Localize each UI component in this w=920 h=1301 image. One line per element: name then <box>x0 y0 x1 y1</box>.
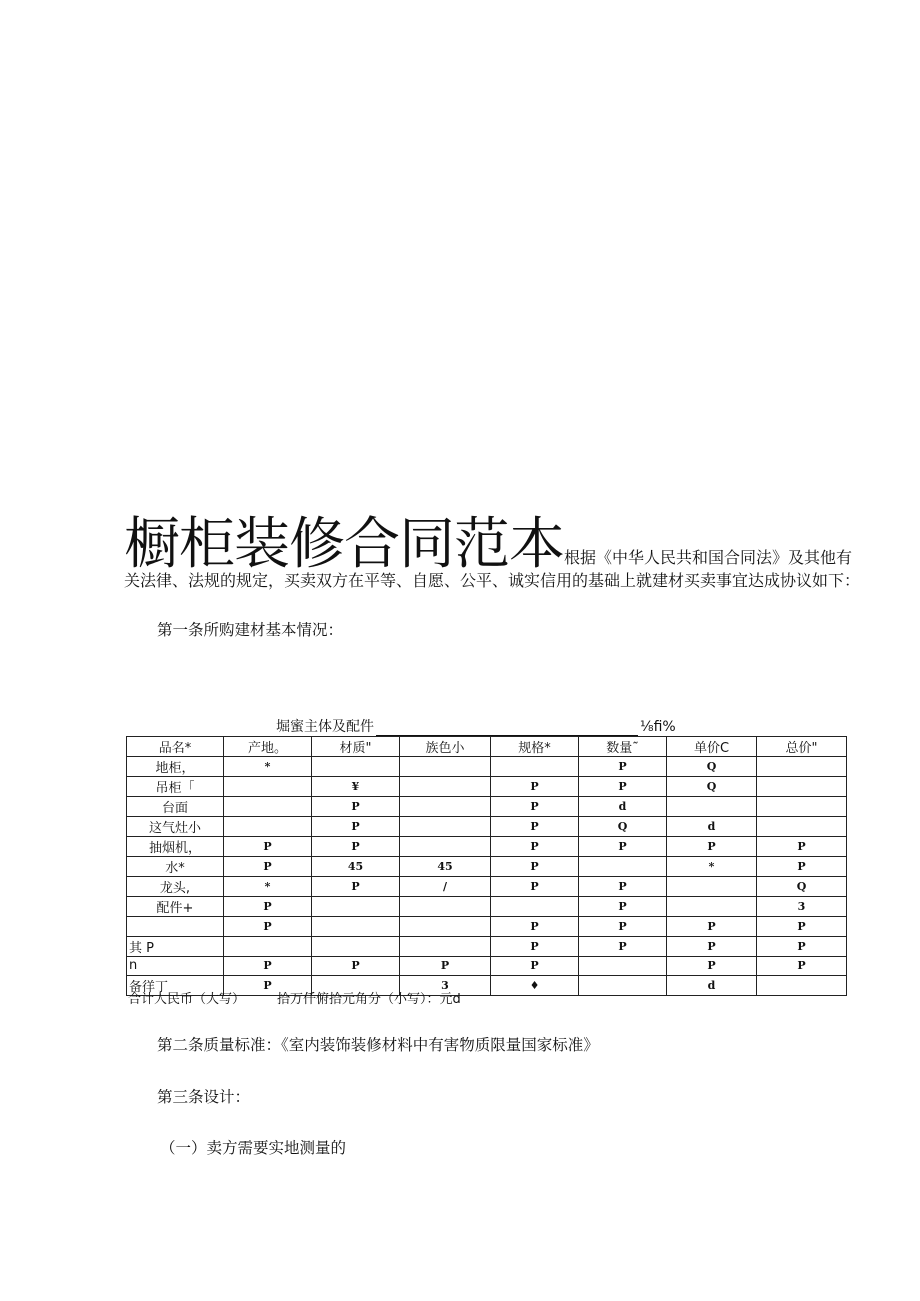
total-value: 拾万仟俯拾元角分（小写）：元d <box>277 992 461 1007</box>
item-name-cell: 地柜， <box>127 757 224 777</box>
article-2: 第二条质量标准：《室内装饰装修材料中有害物质限量国家标准》 <box>157 1036 599 1054</box>
header-cell: 规格* <box>491 737 579 757</box>
table-cell: P <box>491 837 579 857</box>
table-cell: * <box>667 857 757 877</box>
item-name-cell: 抽烟机， <box>127 837 224 857</box>
table-cell: * <box>224 877 312 897</box>
table-row <box>127 897 847 917</box>
table-header-row <box>127 737 847 757</box>
table-cell: P <box>400 956 491 976</box>
item-name-cell: 台面 <box>127 797 224 817</box>
table-cell: P <box>667 936 757 956</box>
caption-underline <box>376 721 638 736</box>
article-3: 第三条设计： <box>157 1088 251 1106</box>
table-cell <box>312 897 400 917</box>
table-cell: P <box>579 837 667 857</box>
intro-text-continued: 关法律、法规的规定，买卖双方在平等、自愿、公平、诚实信用的基础上就建材买卖事宜达成协议如下： <box>124 571 861 590</box>
table-cell <box>400 936 491 956</box>
table-cell: P <box>491 777 579 797</box>
table-cell <box>579 857 667 877</box>
table-cell: d <box>667 817 757 837</box>
table-caption <box>276 716 676 736</box>
table-cell <box>400 777 491 797</box>
table-row <box>127 777 847 797</box>
item-name-cell: 水* <box>127 857 224 877</box>
table-cell <box>579 976 667 996</box>
table-cell <box>224 936 312 956</box>
table-cell <box>400 897 491 917</box>
table-cell: P <box>757 936 847 956</box>
header-cell: 单价C <box>667 737 757 757</box>
table-cell <box>400 817 491 837</box>
table-cell <box>757 976 847 996</box>
table-cell <box>491 897 579 917</box>
item-name-cell: 配件+ <box>127 897 224 917</box>
table-row <box>127 817 847 837</box>
table-caption-left: 堀蜜主体及配件 <box>276 719 374 735</box>
table-cell: P <box>224 837 312 857</box>
header-cell: 数量˜ <box>579 737 667 757</box>
table-cell <box>400 797 491 817</box>
item-name-cell: 备徉丁 <box>127 976 224 996</box>
clause-1: （一）卖方需要实地测量的 <box>160 1139 347 1157</box>
table-row <box>127 917 847 937</box>
table-cell <box>667 897 757 917</box>
table-cell: P <box>579 936 667 956</box>
table-cell <box>400 757 491 777</box>
materials-table <box>126 736 847 996</box>
table-cell: P <box>224 857 312 877</box>
table-cell: 3 <box>757 897 847 917</box>
intro-text-start: 根据《中华人民共和国合同法》及其他有 <box>564 548 853 567</box>
table-cell: P <box>491 797 579 817</box>
header-cell: 总价" <box>757 737 847 757</box>
table-cell: Q <box>579 817 667 837</box>
table-cell: 45 <box>400 857 491 877</box>
table-cell: Q <box>667 777 757 797</box>
table-cell: P <box>491 936 579 956</box>
table-cell <box>312 917 400 937</box>
table-row <box>127 857 847 877</box>
table-row <box>127 797 847 817</box>
table-cell: P <box>491 817 579 837</box>
table-cell: P <box>312 817 400 837</box>
header-cell: 品名* <box>127 737 224 757</box>
table-cell <box>312 936 400 956</box>
table-cell: P <box>312 837 400 857</box>
table-row <box>127 936 847 956</box>
table-body <box>127 757 847 996</box>
table-cell <box>757 817 847 837</box>
table-cell: P <box>579 757 667 777</box>
table-cell: P <box>757 956 847 976</box>
table-cell: P <box>579 897 667 917</box>
table-cell <box>667 797 757 817</box>
table-row <box>127 837 847 857</box>
header-cell: 族色小 <box>400 737 491 757</box>
table-cell <box>400 837 491 857</box>
total-label: 合计人民币（大写） <box>128 992 246 1007</box>
table-cell: P <box>491 857 579 877</box>
table-cell <box>224 817 312 837</box>
table-cell: ♦ <box>491 976 579 996</box>
article-1: 第一条所购建材基本情况： <box>157 621 344 639</box>
table-cell: P <box>757 857 847 877</box>
document-title: 橱柜装修合同范本 <box>124 512 564 577</box>
table-cell: P <box>667 837 757 857</box>
table-cell: P <box>757 917 847 937</box>
total-line <box>128 988 461 1007</box>
table-cell: P <box>667 956 757 976</box>
table-cell: ¥ <box>312 777 400 797</box>
table-cell: P <box>579 777 667 797</box>
header-cell: 材质" <box>312 737 400 757</box>
table-cell: P <box>224 976 312 996</box>
table-cell: d <box>579 797 667 817</box>
table-cell: P <box>312 956 400 976</box>
header-cell: 产地。 <box>224 737 312 757</box>
table-cell: P <box>667 917 757 937</box>
item-name-cell: n <box>127 956 224 976</box>
table-cell: 45 <box>312 857 400 877</box>
table-cell: P <box>757 837 847 857</box>
table-cell: P <box>224 917 312 937</box>
table-cell: / <box>400 877 491 897</box>
table-cell <box>312 757 400 777</box>
item-name-cell: 这气灶小 <box>127 817 224 837</box>
table-row <box>127 877 847 897</box>
table-cell: P <box>491 877 579 897</box>
table-cell: P <box>491 917 579 937</box>
table-cell <box>224 777 312 797</box>
table-caption-right: ⅛fi% <box>640 719 676 735</box>
table-cell: P <box>579 917 667 937</box>
table-cell <box>757 757 847 777</box>
item-name-cell: 吊柜「 <box>127 777 224 797</box>
table-cell: P <box>312 877 400 897</box>
table-cell: P <box>224 897 312 917</box>
table-cell: P <box>579 877 667 897</box>
table-cell <box>757 777 847 797</box>
table-cell: * <box>224 757 312 777</box>
table-cell: Q <box>757 877 847 897</box>
table-cell: P <box>224 956 312 976</box>
table-cell <box>491 757 579 777</box>
table-cell: 3 <box>400 976 491 996</box>
item-name-cell: 龙头, <box>127 877 224 897</box>
item-name-cell: 其 P <box>127 936 224 956</box>
table-row <box>127 757 847 777</box>
item-name-cell <box>127 917 224 937</box>
table-cell <box>757 797 847 817</box>
table-cell <box>667 877 757 897</box>
table-cell: P <box>491 956 579 976</box>
table-cell <box>400 917 491 937</box>
table-cell: P <box>312 797 400 817</box>
table-cell: Q <box>667 757 757 777</box>
table-cell <box>224 797 312 817</box>
table-cell <box>579 956 667 976</box>
table-cell: d <box>667 976 757 996</box>
table-row <box>127 956 847 976</box>
